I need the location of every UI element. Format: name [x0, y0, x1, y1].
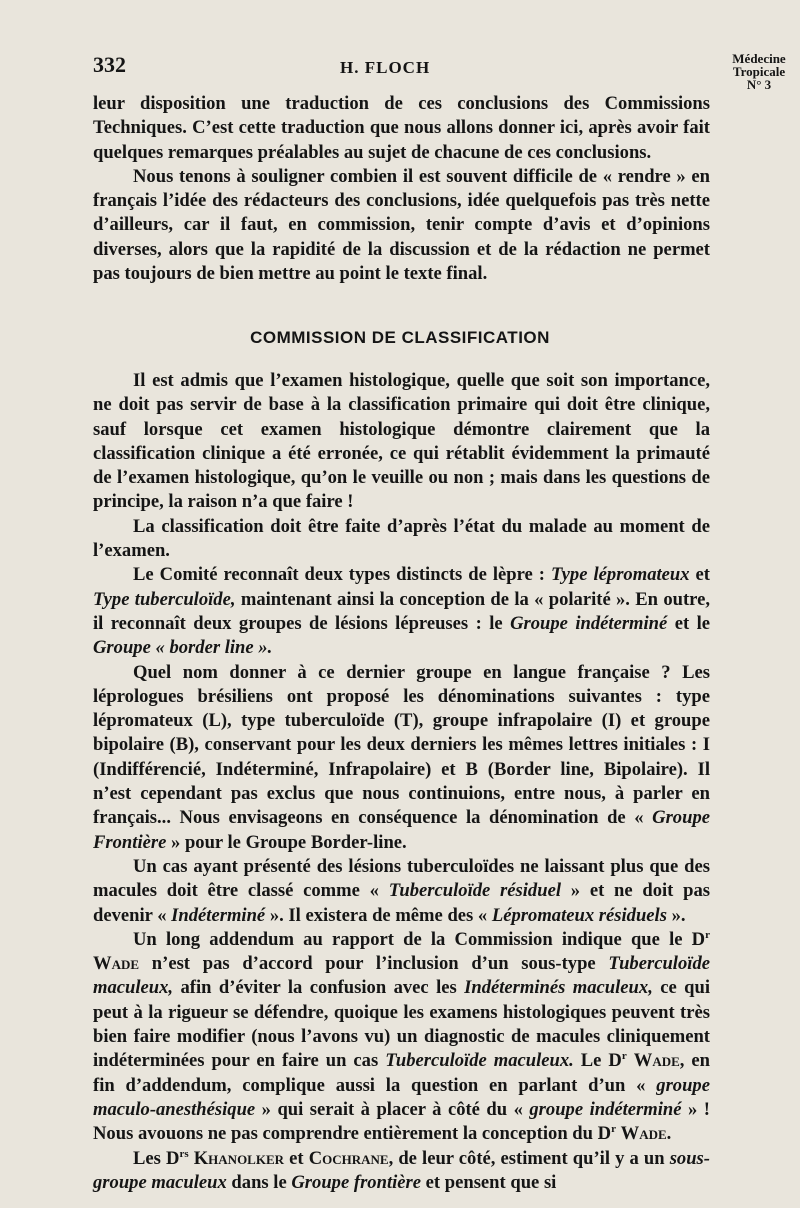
italic-term: Type lépromateux: [551, 564, 690, 586]
italic-term: Groupe « border line ».: [93, 637, 273, 659]
intro-paragraph-2: Nous tenons à souligner combien il est souvent difficile de « rendre » en français l’idée des rédacteurs des conclusions, idée quelquefois pas très nette d’ailleurs, car il faut, en commission, tenir compte d’avis et d’opinions diverses, alors que la rapidité de la discussion et de la rédaction ne permet pas toujours de bien mettre au point le texte final.: [93, 165, 710, 285]
text-run: et: [284, 1147, 309, 1169]
section-paragraph-2: La classification doit être faite d’après l’état du malade au moment de l’examen.: [93, 515, 710, 562]
section-paragraph-1: Il est admis que l’examen histologique, quelle que soit son importance, ne doit pas servir de base à la classification primaire qui doit être clinique, sauf lorsque cet examen histologique démontre clairement que la classification clinique a été erronée, ce qui rétablit évidemment la primauté de l’examen histologique, qu’on le veuille ou non ; mais dans les questions de principe, la raison n’a que faire !: [93, 370, 710, 513]
section-paragraph-4: [93, 661, 710, 855]
italic-term: Indéterminé: [171, 904, 266, 926]
page-number: 332: [93, 52, 126, 77]
author-name: Wade: [93, 953, 140, 975]
text-run: Un long addendum au rapport de la Commission indique que le D: [133, 928, 706, 950]
text-run: et pensent que si: [421, 1171, 557, 1193]
italic-term: Tuberculoïde maculeux,: [93, 953, 710, 999]
author-name: Wade,: [633, 1050, 685, 1072]
italic-term: Type tuberculoïde,: [93, 588, 236, 610]
text-run: » et ne doit pas devenir «: [93, 880, 710, 926]
italic-term: Indéterminés maculeux,: [464, 977, 653, 999]
text-run: dans le: [226, 1171, 292, 1193]
italic-term: groupe indéterminé: [529, 1098, 682, 1120]
section-paragraph-6: [93, 928, 710, 1147]
text-run: et: [689, 564, 710, 586]
author-name: Cochrane,: [308, 1147, 394, 1169]
section-paragraph-5: [93, 855, 710, 928]
superscript: r: [611, 1123, 616, 1136]
text-run: » qui serait à placer à côté du «: [255, 1098, 530, 1120]
journal-name-line-1: Médecine: [732, 51, 786, 66]
superscript: r: [621, 1050, 627, 1063]
italic-term: Lépromateux résiduels: [491, 904, 667, 926]
text-run: » ! Nous avouons ne pas comprendre entièrement la conception du D: [93, 1098, 710, 1145]
text-run: n’est pas d’accord pour l’inclusion d’un sous-type: [139, 953, 609, 975]
text-run: maintenant ainsi la conception de la « polarité ». En outre, il reconnaît deux groupes de lésions lépreuses : le: [93, 588, 710, 634]
author-name: Wade.: [620, 1123, 672, 1145]
text-run: ».: [666, 904, 686, 926]
journal-issue: N° 3: [746, 77, 772, 92]
running-head-author: H. FLOCH: [340, 58, 431, 77]
text-run: ce qui peut à la rigueur se défendre, quoique les examens histologiques peuvent très bien faire modifier (nous l’avons vu) un diagnostic de macules cliniquement indéterminées pour en faire un cas: [93, 977, 710, 1072]
superscript: rs: [179, 1147, 189, 1160]
section-text-block: [93, 369, 710, 1195]
text-run: Un cas ayant présenté des lésions tuberculoïdes ne laissant plus que des macules doit être classé comme «: [93, 855, 710, 902]
text-run: Le D: [573, 1050, 622, 1072]
text-run: Les D: [133, 1147, 180, 1169]
author-name: Khanolker: [193, 1147, 285, 1169]
text-run: Le Comité reconnaît deux types distincts de lèpre :: [133, 564, 551, 586]
journal-name-line-2: Tropicale: [732, 64, 786, 79]
text-run: de leur côté, estiment qu’il y a un: [393, 1147, 670, 1169]
italic-term: Groupe Frontière: [93, 807, 710, 853]
text-run: en fin d’addendum, complique aussi la question en parlant d’un «: [93, 1050, 710, 1096]
superscript: r: [705, 928, 710, 941]
italic-term: Tuberculoïde résiduel: [388, 880, 561, 902]
section-heading: COMMISSION DE CLASSIFICATION: [250, 328, 550, 347]
text-run: » pour le Groupe Border-line.: [166, 831, 407, 853]
text-run: Quel nom donner à ce dernier groupe en langue française ? Les léprologues brésiliens ont proposé les dénominations suivantes : type lépromateux (L), type tuberculoïde (T), groupe infrapolaire (I) et groupe bipolaire (B), conservant pour les deux derniers les mêmes lettres initiales : I (Indifférencié, Indéterminé, Infrapolaire) et B (Border line, Bipolaire). Il n’est cependant pas exclus que nous continuions, entre nous, à parler en français... Nous envisageons en conséquence la dénomination de «: [93, 661, 710, 829]
italic-term: Groupe indéterminé: [510, 612, 668, 634]
text-run: afin d’éviter la confusion avec les: [173, 977, 465, 999]
intro-paragraph-1: leur disposition une traduction de ces conclusions des Commissions Techniques. C’est cette traduction que nous allons donner ici, après avoir fait quelques remarques préalables au sujet de chacune de ces conclusions.: [93, 93, 710, 163]
section-paragraph-3: [93, 563, 710, 660]
intro-text-block: [93, 92, 710, 286]
italic-term: sous-groupe maculeux: [93, 1147, 710, 1193]
italic-term: Tuberculoïde maculeux.: [385, 1050, 574, 1072]
italic-term: Groupe frontière: [291, 1171, 422, 1193]
journal-tag: [724, 52, 794, 91]
text-run: et le: [667, 612, 711, 634]
text-run: ». Il existera de même des «: [265, 904, 492, 926]
italic-term: groupe maculo-anesthésique: [93, 1074, 710, 1120]
section-paragraph-7: [93, 1147, 710, 1196]
